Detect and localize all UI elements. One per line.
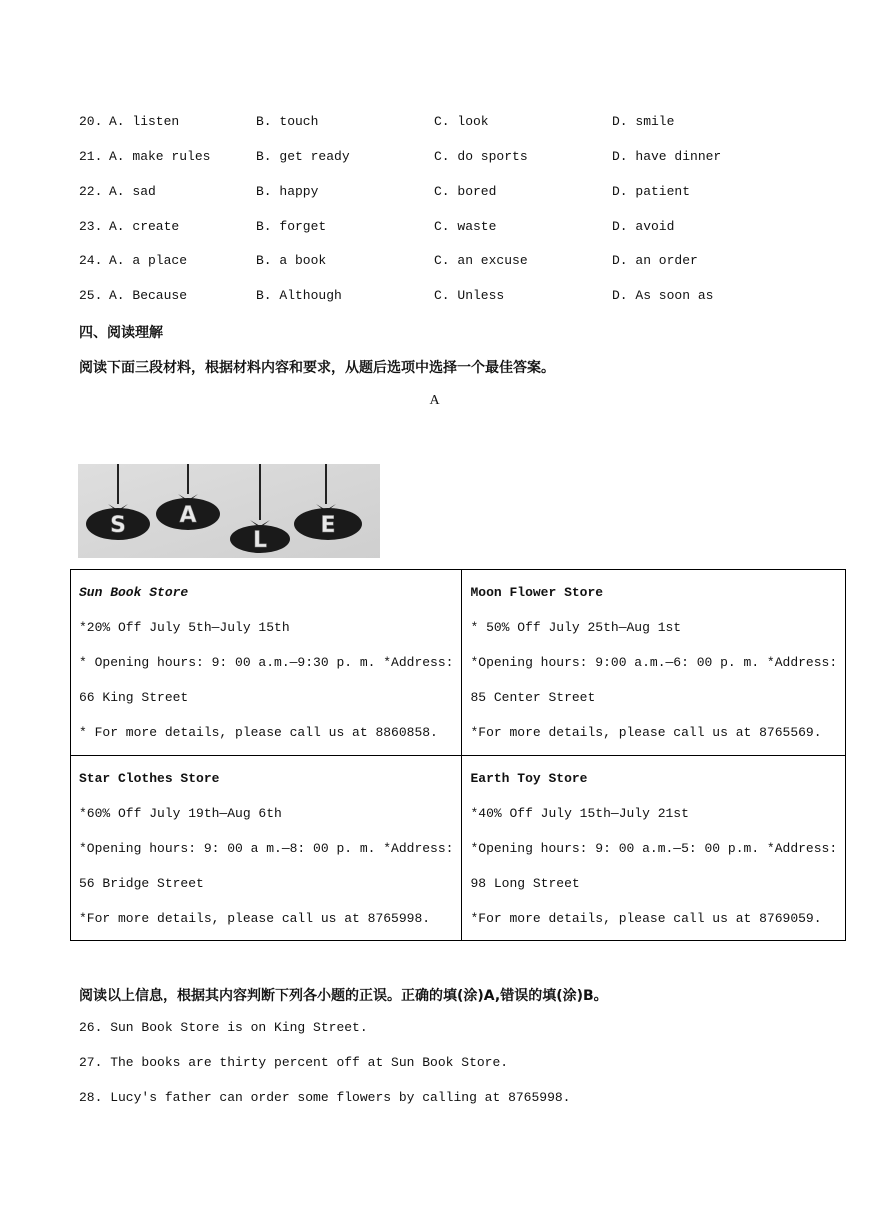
store-address: 66 King Street [79, 690, 189, 705]
option-b: B. happy [256, 184, 319, 199]
option-b: B. get ready [256, 149, 350, 164]
option-a: A. create [109, 219, 180, 234]
option-row-22 [79, 184, 799, 204]
option-c: C. waste [434, 219, 497, 234]
section-instruction: 阅读下面三段材料，根据材料内容和要求，从题后选项中选择一个最佳答案。 [79, 360, 555, 376]
option-c: C. an excuse [434, 253, 528, 268]
option-d: D. an order [612, 253, 698, 268]
option-b: B. touch [256, 114, 319, 129]
option-c: C. bored [434, 184, 497, 199]
store-hours: *Opening hours: 9: 00 a.m.—5: 00 p.m. *Address: [470, 840, 838, 856]
section-title: 四、阅读理解 [79, 325, 163, 341]
option-a: A. Because [109, 288, 188, 303]
question-number: 20. [79, 114, 103, 129]
option-d: D. have dinner [612, 149, 722, 164]
option-b: B. forget [256, 219, 327, 234]
option-row-24 [79, 253, 799, 273]
option-b: B. Although [256, 288, 342, 303]
question-28: 28. Lucy's father can order some flowers by calling at 8765998. [79, 1090, 571, 1105]
store-address: 85 Center Street [470, 690, 596, 705]
question-number: 21. [79, 149, 103, 164]
store-discount: * 50% Off July 25th—Aug 1st [470, 620, 682, 635]
store-cell-moon-flower [462, 570, 846, 756]
store-cell-sun-book [71, 570, 462, 756]
option-c: C. Unless [434, 288, 505, 303]
store-discount: *20% Off July 5th—July 15th [79, 620, 290, 635]
option-row-21 [79, 149, 799, 169]
option-row-25 [79, 288, 799, 308]
sale-letter-s: S [110, 513, 126, 538]
sale-illustration [78, 464, 380, 558]
store-address: 98 Long Street [470, 875, 580, 891]
question-26: 26. Sun Book Store is on King Street. [79, 1020, 368, 1035]
option-a: A. listen [109, 114, 180, 129]
question-27: 27. The books are thirty percent off at Sun Book Store. [79, 1055, 509, 1070]
option-c: C. do sports [434, 149, 528, 164]
store-discount: *60% Off July 19th—Aug 6th [79, 805, 282, 821]
judge-instruction: 阅读以上信息，根据其内容判断下列各小题的正误。正确的填(涂)A,错误的填(涂)B。 [79, 988, 608, 1004]
question-number: 23. [79, 219, 103, 234]
option-d: D. As soon as [612, 288, 714, 303]
store-address: 56 Bridge Street [79, 875, 204, 891]
passage-label: A [429, 393, 440, 408]
question-number: 25. [79, 288, 103, 303]
store-name: Moon Flower Store [470, 585, 604, 600]
question-number: 24. [79, 253, 103, 268]
option-a: A. make rules [109, 149, 211, 164]
option-c: C. look [434, 114, 489, 129]
option-d: D. avoid [612, 219, 675, 234]
store-details: *For more details, please call us at 8765569. [470, 725, 822, 740]
sale-letter-l: L [252, 528, 268, 553]
store-name: Sun Book Store [79, 585, 189, 600]
store-details: * For more details, please call us at 8860858. [79, 725, 438, 740]
option-a: A. sad [109, 184, 156, 199]
option-row-23 [79, 219, 799, 239]
store-cell-star-clothes [71, 755, 462, 941]
store-name: Earth Toy Store [470, 770, 588, 786]
store-hours: * Opening hours: 9: 00 a.m.—9:30 p. m. *Address: [79, 655, 454, 670]
table-row [71, 570, 846, 756]
table-row [71, 755, 846, 941]
store-details: *For more details, please call us at 8765998. [79, 910, 431, 926]
sale-image [78, 464, 380, 558]
store-details: *For more details, please call us at 8769059. [470, 910, 822, 926]
sale-letter-a: A [179, 503, 197, 528]
store-table [70, 569, 846, 941]
store-hours: *Opening hours: 9:00 a.m.—6: 00 p. m. *Address: [470, 655, 838, 670]
option-row-20 [79, 114, 799, 134]
sale-letter-e: E [320, 513, 336, 538]
question-number: 22. [79, 184, 103, 199]
option-d: D. patient [612, 184, 691, 199]
option-a: A. a place [109, 253, 188, 268]
store-discount: *40% Off July 15th—July 21st [470, 805, 689, 821]
store-hours: *Opening hours: 9: 00 a m.—8: 00 p. m. *Address: [79, 840, 454, 856]
option-d: D. smile [612, 114, 675, 129]
option-b: B. a book [256, 253, 327, 268]
store-cell-earth-toy [462, 755, 846, 941]
store-name: Star Clothes Store [79, 770, 220, 786]
